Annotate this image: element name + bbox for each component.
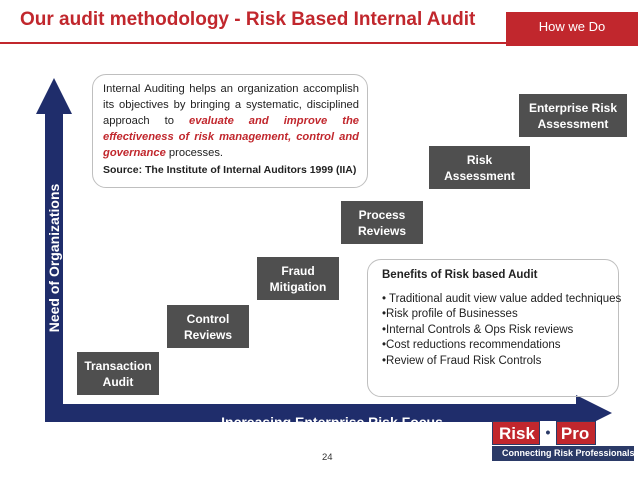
y-axis-label: Need of Organizations: [46, 183, 62, 333]
quote-source: Source: The Institute of Internal Auditors 1999 (IIA): [103, 164, 357, 176]
step-control-reviews: Control Reviews: [167, 305, 249, 348]
x-axis-label: Increasing Enterprise Risk Focus: [221, 414, 443, 430]
step-risk-assessment: Risk Assessment: [429, 146, 530, 189]
quote-end: processes.: [168, 147, 224, 159]
quote-emphasis: evaluate and improve the effectiveness of risk management, control and governance: [103, 115, 360, 159]
section-tab[interactable]: How we Do: [506, 12, 638, 46]
iia-definition-callout: [92, 74, 368, 188]
logo-tagline: Connecting Risk Professionals: [492, 446, 634, 461]
page-title: Our audit methodology - Risk Based Internal Audit: [20, 9, 476, 30]
step-fraud-mitigation: Fraud Mitigation: [257, 257, 339, 300]
step-enterprise-risk-assessment: Enterprise Risk Assessment: [519, 94, 627, 137]
quote-text: Internal Auditing helps an organization accomplish its objectives by bringing a systematic, disciplined approach to: [103, 83, 359, 127]
benefit-item: •Cost reductions recommendations: [382, 339, 561, 351]
step-process-reviews: Process Reviews: [341, 201, 423, 244]
benefit-item: • Traditional audit view value added techniques: [382, 292, 622, 305]
benefits-callout: [367, 259, 622, 397]
benefit-item: •Internal Controls & Ops Risk reviews: [382, 323, 574, 336]
logo-word-pro: Pro: [556, 421, 596, 445]
page-number: 24: [322, 452, 333, 463]
benefits-title: Benefits of Risk based Audit: [382, 269, 538, 281]
logo-separator: •: [540, 421, 556, 445]
step-transaction-audit: Transaction Audit: [77, 352, 159, 395]
benefit-item: •Review of Fraud Risk Controls: [382, 354, 542, 367]
benefit-item: •Risk profile of Businesses: [382, 308, 518, 320]
logo-word-risk: Risk: [492, 421, 540, 445]
risk-pro-logo: [492, 421, 634, 461]
